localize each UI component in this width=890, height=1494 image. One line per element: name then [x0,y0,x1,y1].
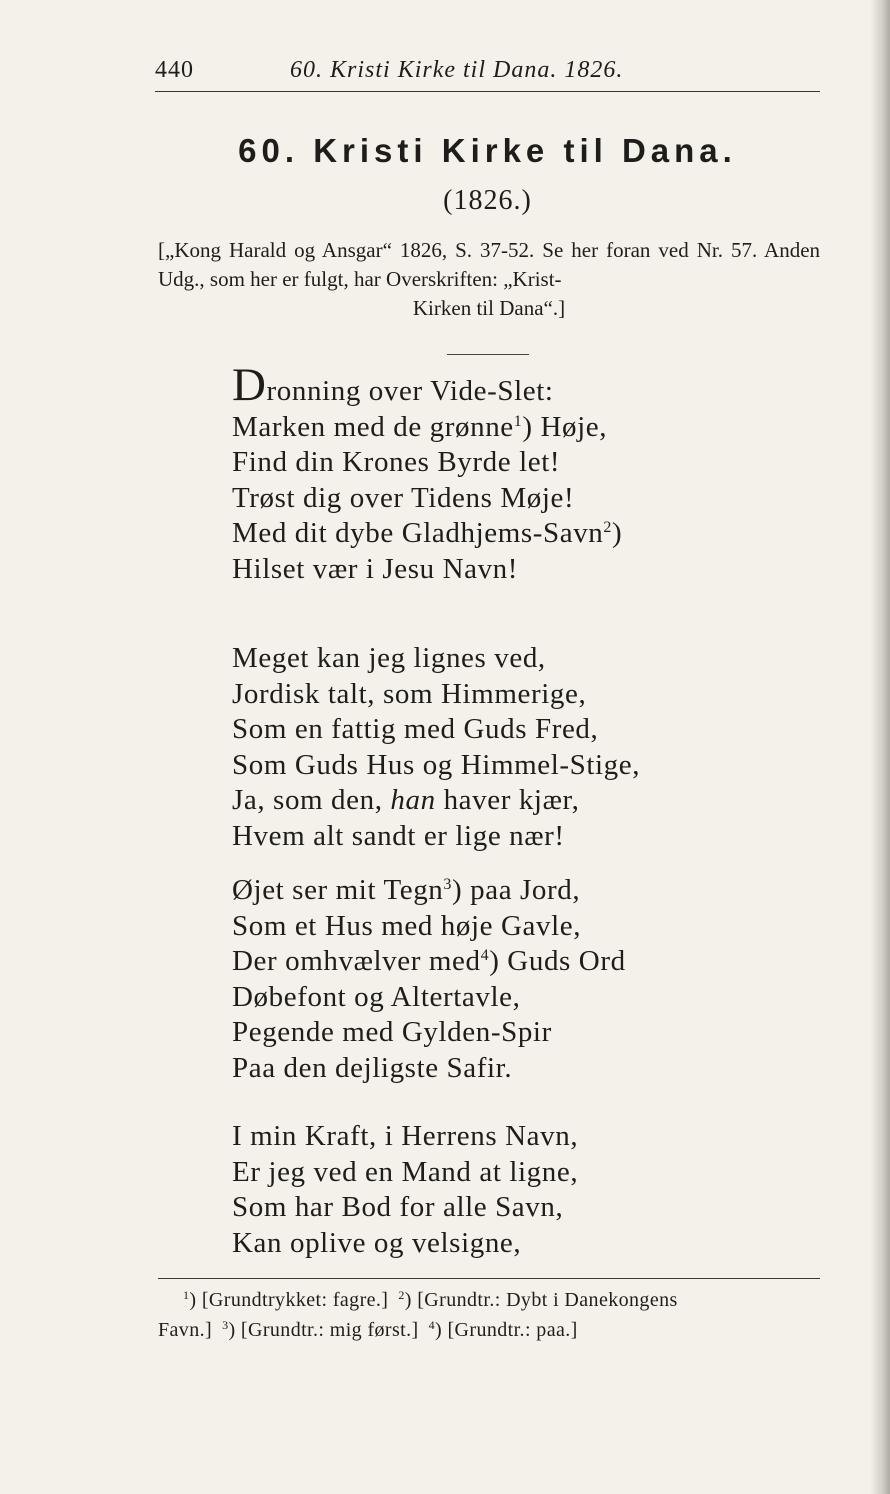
running-title: 60. Kristi Kirke til Dana. 1826. [290,57,624,83]
verse-line: Ja, som den, han haver kjær, [232,784,580,816]
verse-line: Som et Hus med høje Gavle, [232,909,582,942]
footnote-row: $^1$) [Grundtrykket: fagre.] $^2$) [Grundtr.: Dybt i Danekongens [183,1288,678,1311]
verse-line: I min Kraft, i Herrens Navn, [232,1120,579,1152]
verse-line: Trøst dig over Tidens Møje! [232,481,575,514]
running-head [155,57,820,92]
verse-line: Kan oplive og velsigne, [232,1226,522,1259]
verse-line: Der omhvælver med$^4$) Guds Ord [232,945,626,977]
note-line: Nr. 57. Anden Udg., som her er fulgt, har Overskriften: „Krist- [158,238,821,291]
footnote-ref: 2 [603,519,613,536]
poem-title: 60. Kristi Kirke til Dana. [238,132,737,169]
verse-line: Marken med de grønne$^1$) Høje, [232,410,608,443]
verse-line: Paa den dejligste Safir. [232,1051,513,1084]
verse-line: Dronning over Vide-Slet: [232,359,554,411]
page-number: 440 [155,57,194,83]
verse-line: Som en fattig med Guds Fred, [232,713,599,745]
verse-line: Meget kan jeg lignes ved, [232,642,546,674]
verse-line: Pegende med Gylden-Spir [232,1016,552,1048]
footnote-ref: 1 [513,412,523,430]
footnote-ref: 3 [443,876,453,893]
poem-year: (1826.) [443,185,532,216]
verse-line: Øjet ser mit Tegn$^3$) paa Jord, [232,874,581,906]
verse-line: Døbefont og Altertavle, [232,980,521,1013]
footnotes [158,1285,823,1345]
stanza-1 [232,359,792,587]
verse-line: Som Guds Hus og Himmel-Stige, [232,748,641,781]
verse-line: Hilset vær i Jesu Navn! [232,552,519,585]
note-line: [„Kong Harald og Ansgar“ 1826, S. 37-52. Se her foran ved [158,238,689,262]
note-line: Kirken til Dana“.] [412,296,566,320]
footnote-mark: 4 [428,1318,436,1332]
stanza-4 [232,1119,792,1261]
stanza-3 [232,873,792,1086]
verse-line: Find din Krones Byrde let! [232,446,561,478]
verse-line: Som har Bod for alle Savn, [232,1191,564,1223]
footnote-mark: 3 [222,1318,229,1332]
editorial-note [158,236,820,323]
stanza-2 [232,641,792,854]
verse-line: Jordisk talt, som Himmerige, [232,677,587,710]
drop-cap: D [232,359,267,411]
emphasis: han [390,784,436,816]
footnote-rule [158,1278,820,1279]
footnote-mark: 1 [183,1288,190,1302]
footnote-mark: 2 [398,1288,405,1302]
footnote-ref: 4 [480,947,490,964]
footnote-row: Favn.] $^3$) [Grundtr.: mig først.] $^4$) [Grundtr.: paa.] [158,1318,578,1341]
verse-line: Med dit dybe Gladhjems-Savn$^2$) [232,517,623,549]
verse-line: Er jeg ved en Mand at ligne, [232,1155,579,1188]
page-edge-shadow [870,0,890,1494]
section-divider [447,354,529,355]
verse-line: Hvem alt sandt er lige nær! [232,819,565,852]
